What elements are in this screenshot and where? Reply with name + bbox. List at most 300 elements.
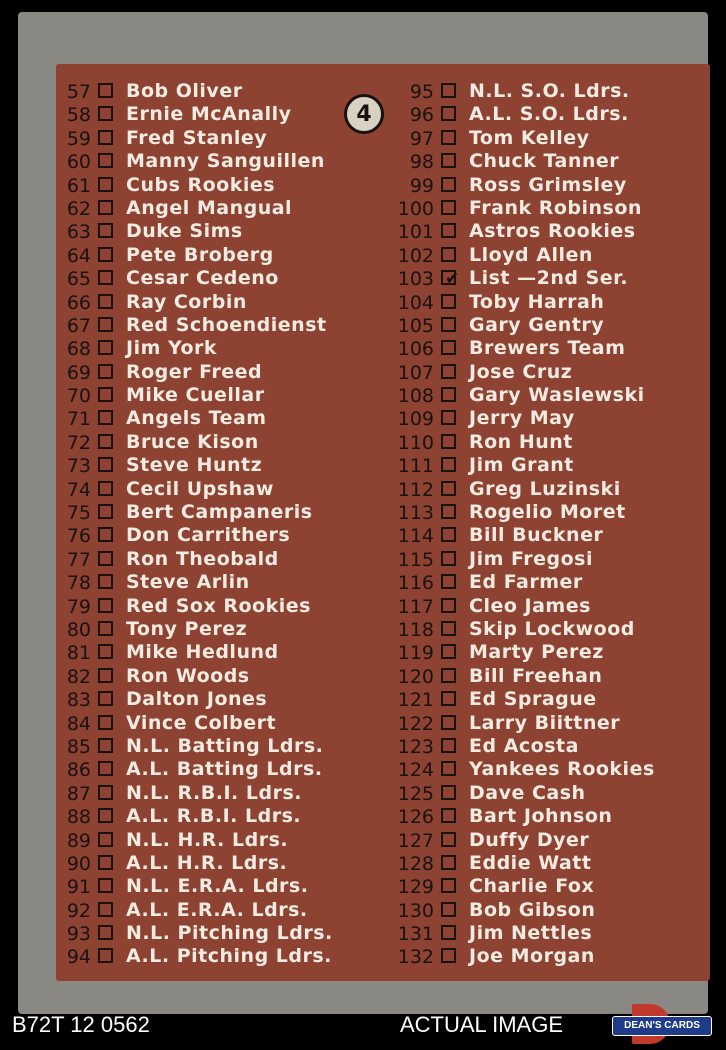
checklist-row — [56, 665, 386, 688]
checklist-row — [56, 244, 386, 267]
player-name: List —2nd Ser. — [469, 267, 629, 290]
checkbox[interactable] — [441, 808, 456, 823]
card-number: 83 — [66, 689, 91, 712]
checklist-row — [56, 407, 386, 430]
player-name: Tony Perez — [126, 617, 248, 640]
card-number: 72 — [66, 431, 91, 454]
card-number: 95 — [409, 81, 434, 103]
checkbox[interactable] — [98, 410, 113, 425]
card-number: 79 — [66, 595, 91, 618]
checkbox[interactable] — [98, 598, 113, 613]
checklist-row — [386, 782, 710, 805]
checklist-row — [386, 735, 710, 758]
checklist-row — [386, 478, 710, 501]
card-number: 102 — [397, 244, 434, 267]
player-name: N.L. H.R. Ldrs. — [126, 828, 289, 851]
checklist-row — [386, 805, 710, 828]
checklist-row — [56, 80, 386, 103]
player-name: Red Schoendienst — [126, 313, 327, 336]
checklist-row — [386, 875, 710, 898]
checkbox[interactable] — [98, 761, 113, 776]
player-name: N.L. S.O. Ldrs. — [469, 80, 630, 102]
checkbox[interactable] — [98, 832, 113, 847]
checkbox[interactable] — [98, 177, 113, 192]
player-name: Cubs Rookies — [126, 173, 276, 196]
checkbox[interactable] — [98, 223, 113, 238]
card-number: 114 — [397, 525, 434, 548]
checkbox[interactable] — [98, 387, 113, 402]
checklist-row — [56, 337, 386, 360]
player-name: Jim Fregosi — [469, 547, 593, 570]
checkbox[interactable] — [98, 668, 113, 683]
checkbox[interactable] — [98, 504, 113, 519]
player-name: N.L. Batting Ldrs. — [126, 734, 324, 757]
card-number: 61 — [66, 174, 91, 197]
card-number: 68 — [66, 338, 91, 361]
player-name: Bill Freehan — [469, 664, 603, 687]
card-number: 104 — [397, 291, 434, 314]
checkbox[interactable] — [441, 200, 456, 215]
player-name: Angel Mangual — [126, 196, 293, 219]
card-number: 67 — [66, 314, 91, 337]
checklist-row — [386, 220, 710, 243]
checkbox[interactable] — [441, 878, 456, 893]
checklist-row — [386, 829, 710, 852]
checklist-row — [56, 618, 386, 641]
checklist-row — [386, 501, 710, 524]
card-number: 94 — [66, 946, 91, 969]
checklist-row — [56, 922, 386, 945]
player-name: Charlie Fox — [469, 875, 595, 898]
player-name: Gary Gentry — [469, 313, 605, 336]
card-number: 125 — [397, 782, 434, 805]
checkbox[interactable] — [98, 551, 113, 566]
checklist-row — [56, 291, 386, 314]
card-number: 124 — [397, 759, 434, 782]
checklist-row — [386, 314, 710, 337]
checkbox[interactable] — [441, 621, 456, 636]
player-name: Bert Campaneris — [126, 501, 313, 524]
checkbox[interactable] — [98, 808, 113, 823]
player-name: Ross Grimsley — [469, 173, 627, 196]
player-name: Eddie Watt — [469, 851, 592, 874]
player-name: Bruce Kison — [126, 430, 259, 453]
checkbox[interactable] — [441, 832, 456, 847]
player-name: A.L. S.O. Ldrs. — [469, 103, 629, 126]
card-number: 128 — [397, 852, 434, 875]
checklist-row — [386, 150, 710, 173]
card-number: 80 — [66, 618, 91, 641]
player-name: Ed Sprague — [469, 688, 597, 711]
checkbox[interactable] — [441, 317, 456, 332]
player-name: Larry Biittner — [469, 711, 621, 734]
checkbox[interactable] — [98, 247, 113, 262]
player-name: Skip Lockwood — [469, 617, 635, 640]
player-name: Dalton Jones — [126, 688, 268, 711]
player-name: Steve Huntz — [126, 454, 263, 477]
checkbox[interactable] — [441, 855, 456, 870]
card-number: 132 — [397, 946, 434, 969]
checkbox[interactable] — [441, 340, 456, 355]
checkbox[interactable] — [441, 364, 456, 379]
checklist-row — [386, 595, 710, 618]
checkbox[interactable] — [98, 527, 113, 542]
checkbox[interactable] — [98, 481, 113, 496]
checkbox[interactable] — [98, 925, 113, 940]
player-name: Cecil Upshaw — [126, 477, 274, 500]
player-name: Ray Corbin — [126, 290, 247, 313]
checklist-row — [56, 501, 386, 524]
checklist-row — [56, 150, 386, 173]
checklist-row — [56, 899, 386, 922]
checkbox[interactable] — [441, 177, 456, 192]
deans-cards-logo — [612, 1004, 712, 1046]
checklist-row — [56, 735, 386, 758]
player-name: Frank Robinson — [469, 196, 642, 219]
checkbox[interactable] — [441, 504, 456, 519]
player-name: Cesar Cedeno — [126, 267, 279, 290]
card-number: 77 — [66, 548, 91, 571]
checklist-row — [56, 478, 386, 501]
card-number: 57 — [66, 81, 91, 103]
checklist-row — [56, 758, 386, 781]
checkbox[interactable] — [98, 83, 113, 98]
checklist-row — [386, 361, 710, 384]
checklist-row — [386, 291, 710, 314]
player-name: A.L. R.B.I. Ldrs. — [126, 805, 302, 828]
checkbox[interactable] — [98, 621, 113, 636]
player-name: N.L. Pitching Ldrs. — [126, 922, 333, 945]
player-name: Angels Team — [126, 407, 267, 430]
card-number: 65 — [66, 268, 91, 291]
player-name: Bob Gibson — [469, 898, 596, 921]
checklist-row — [56, 548, 386, 571]
checklist-right-column — [386, 80, 710, 969]
card-number: 121 — [397, 689, 434, 712]
checklist-row — [386, 454, 710, 477]
checkbox[interactable] — [98, 715, 113, 730]
card-number: 106 — [397, 338, 434, 361]
checklist-row — [386, 103, 710, 126]
player-name: Dave Cash — [469, 781, 586, 804]
card-number: 91 — [66, 876, 91, 899]
player-name: A.L. H.R. Ldrs. — [126, 851, 288, 874]
checkbox[interactable] — [98, 644, 113, 659]
player-name: Duffy Dyer — [469, 828, 590, 851]
checkbox[interactable] — [441, 269, 460, 290]
checklist-card — [18, 12, 708, 1014]
player-name: N.L. E.R.A. Ldrs. — [126, 875, 309, 898]
checklist-row — [56, 875, 386, 898]
checklist-row — [386, 688, 710, 711]
checklist-row — [56, 712, 386, 735]
checkbox[interactable] — [98, 364, 113, 379]
player-name: A.L. Batting Ldrs. — [126, 758, 323, 781]
checkbox[interactable] — [98, 738, 113, 753]
checklist-row — [56, 852, 386, 875]
checklist-row — [386, 852, 710, 875]
checklist-number-badge: 4 — [344, 94, 384, 134]
checkbox[interactable] — [441, 106, 456, 121]
card-number: 66 — [66, 291, 91, 314]
card-number: 85 — [66, 735, 91, 758]
player-name: Duke Sims — [126, 220, 243, 243]
checklist-row — [56, 524, 386, 547]
checkbox[interactable] — [441, 153, 456, 168]
player-name: Ed Farmer — [469, 571, 583, 594]
checklist-row — [56, 829, 386, 852]
checkbox[interactable] — [98, 317, 113, 332]
checkbox[interactable] — [441, 785, 456, 800]
checkbox[interactable] — [441, 598, 456, 613]
player-name: Cleo James — [469, 594, 591, 617]
player-name: Roger Freed — [126, 360, 263, 383]
player-name: Marty Perez — [469, 641, 604, 664]
player-name: Bart Johnson — [469, 805, 613, 828]
player-name: Fred Stanley — [126, 126, 268, 149]
checkbox[interactable] — [441, 948, 456, 963]
checkbox[interactable] — [441, 434, 456, 449]
player-name: Toby Harrah — [469, 290, 605, 313]
checkbox[interactable] — [98, 855, 113, 870]
checkbox[interactable] — [441, 83, 456, 98]
card-number: 131 — [397, 923, 434, 946]
checklist-row — [56, 641, 386, 664]
card-number: 129 — [397, 876, 434, 899]
checklist-row — [386, 80, 710, 103]
checkbox[interactable] — [98, 294, 113, 309]
card-number: 107 — [397, 361, 434, 384]
checkbox[interactable] — [98, 106, 113, 121]
card-number: 103 — [397, 268, 434, 291]
player-name: N.L. R.B.I. Ldrs. — [126, 781, 302, 804]
checklist-row — [386, 758, 710, 781]
checkbox[interactable] — [441, 130, 456, 145]
player-name: Jerry May — [469, 407, 575, 430]
checkbox[interactable] — [441, 387, 456, 402]
checklist-row — [56, 174, 386, 197]
checklist-row — [386, 899, 710, 922]
card-number: 109 — [397, 408, 434, 431]
card-number: 87 — [66, 782, 91, 805]
checklist-row — [56, 454, 386, 477]
player-name: A.L. Pitching Ldrs. — [126, 945, 332, 968]
checklist-row — [386, 244, 710, 267]
player-name: Yankees Rookies — [469, 758, 655, 781]
checklist-row — [56, 103, 386, 126]
checklist-row — [56, 197, 386, 220]
checklist-row — [56, 688, 386, 711]
card-number: 86 — [66, 759, 91, 782]
checklist-row — [386, 922, 710, 945]
card-number: 112 — [397, 478, 434, 501]
card-number: 90 — [66, 852, 91, 875]
player-name: Vince Colbert — [126, 711, 277, 734]
checklist-row — [386, 618, 710, 641]
card-number: 75 — [66, 502, 91, 525]
card-number: 115 — [397, 548, 434, 571]
player-name: Greg Luzinski — [469, 477, 621, 500]
card-number: 99 — [409, 174, 434, 197]
checkbox[interactable] — [441, 715, 456, 730]
player-name: Red Sox Rookies — [126, 594, 311, 617]
checkbox[interactable] — [441, 294, 456, 309]
card-number: 100 — [397, 197, 434, 220]
card-number: 71 — [66, 408, 91, 431]
player-name: Bob Oliver — [126, 80, 243, 102]
card-number: 93 — [66, 923, 91, 946]
card-number: 69 — [66, 361, 91, 384]
card-number: 70 — [66, 385, 91, 408]
checkbox[interactable] — [98, 340, 113, 355]
player-name: Bill Buckner — [469, 524, 604, 547]
card-number: 88 — [66, 806, 91, 829]
player-name: Manny Sanguillen — [126, 150, 325, 173]
checkbox[interactable] — [441, 761, 456, 776]
checklist-row — [386, 407, 710, 430]
player-name: Jose Cruz — [469, 360, 573, 383]
checkbox[interactable] — [441, 644, 456, 659]
player-name: Lloyd Allen — [469, 243, 593, 266]
player-name: Jim Grant — [469, 454, 574, 477]
player-name: Ron Woods — [126, 664, 250, 687]
card-number: 76 — [66, 525, 91, 548]
checklist-row — [386, 337, 710, 360]
checkbox[interactable] — [441, 691, 456, 706]
checklist-row — [386, 945, 710, 968]
card-number: 113 — [397, 502, 434, 525]
checklist-row — [386, 641, 710, 664]
card-number: 117 — [397, 595, 434, 618]
player-name: Jim Nettles — [469, 922, 593, 945]
card-number: 96 — [409, 104, 434, 127]
card-number: 119 — [397, 642, 434, 665]
checkbox[interactable] — [441, 527, 456, 542]
actual-image-label: ACTUAL IMAGE — [400, 1012, 563, 1037]
checklist-row — [56, 945, 386, 968]
checkbox[interactable] — [98, 878, 113, 893]
player-name: Tom Kelley — [469, 126, 590, 149]
card-number: 89 — [66, 829, 91, 852]
checkbox[interactable] — [98, 574, 113, 589]
card-number: 130 — [397, 899, 434, 922]
checklist-row — [56, 267, 386, 290]
card-number: 78 — [66, 572, 91, 595]
player-name: Mike Cuellar — [126, 384, 265, 407]
checklist-left-column — [56, 80, 386, 969]
checkbox[interactable] — [98, 785, 113, 800]
card-number: 60 — [66, 151, 91, 174]
checkbox[interactable] — [98, 434, 113, 449]
checklist-row — [56, 595, 386, 618]
player-name: Ron Hunt — [469, 430, 573, 453]
card-number: 123 — [397, 735, 434, 758]
card-number: 59 — [66, 127, 91, 150]
checkbox[interactable] — [98, 130, 113, 145]
player-name: Ron Theobald — [126, 547, 279, 570]
card-number: 98 — [409, 151, 434, 174]
checklist-row — [386, 665, 710, 688]
card-number: 108 — [397, 385, 434, 408]
checkbox[interactable] — [98, 691, 113, 706]
checklist-row — [386, 127, 710, 150]
card-number: 110 — [397, 431, 434, 454]
checkbox[interactable] — [441, 551, 456, 566]
player-name: Steve Arlin — [126, 571, 250, 594]
checklist-row — [386, 431, 710, 454]
player-name: Joe Morgan — [469, 945, 595, 968]
checklist-row — [386, 524, 710, 547]
player-name: Jim York — [126, 337, 218, 360]
checklist-row — [386, 267, 710, 290]
checkbox[interactable] — [441, 481, 456, 496]
card-number: 120 — [397, 665, 434, 688]
checklist-row — [386, 197, 710, 220]
player-name: Astros Rookies — [469, 220, 636, 243]
card-number: 118 — [397, 618, 434, 641]
checkbox[interactable] — [98, 948, 113, 963]
card-number: 101 — [397, 221, 434, 244]
card-id-label: B72T 12 0562 — [12, 1012, 150, 1037]
checkbox[interactable] — [98, 153, 113, 168]
card-number: 84 — [66, 712, 91, 735]
checklist-row — [56, 782, 386, 805]
checkbox[interactable] — [441, 668, 456, 683]
logo-banner: DEAN'S CARDS — [612, 1016, 712, 1036]
checklist-row — [386, 712, 710, 735]
card-number: 126 — [397, 806, 434, 829]
checkbox[interactable] — [441, 738, 456, 753]
card-number: 82 — [66, 665, 91, 688]
checkbox[interactable] — [441, 223, 456, 238]
card-number: 111 — [397, 455, 434, 478]
checklist-row — [386, 571, 710, 594]
player-name: Ernie McAnally — [126, 103, 292, 126]
player-name: Don Carrithers — [126, 524, 291, 547]
checkbox[interactable] — [98, 902, 113, 917]
checklist-row — [56, 805, 386, 828]
checkbox[interactable] — [441, 247, 456, 262]
checkbox[interactable] — [441, 574, 456, 589]
checklist-row — [56, 314, 386, 337]
checkbox[interactable] — [441, 925, 456, 940]
checklist-row — [386, 548, 710, 571]
checklist-row — [386, 384, 710, 407]
checkbox[interactable] — [441, 410, 456, 425]
card-number: 62 — [66, 197, 91, 220]
card-number: 116 — [397, 572, 434, 595]
player-name: Gary Waslewski — [469, 384, 645, 407]
card-number: 63 — [66, 221, 91, 244]
check-mark-icon: ✔ — [445, 269, 460, 290]
card-number: 97 — [409, 127, 434, 150]
checklist-row — [56, 361, 386, 384]
card-number: 58 — [66, 104, 91, 127]
card-number: 81 — [66, 642, 91, 665]
card-number: 127 — [397, 829, 434, 852]
card-number: 74 — [66, 478, 91, 501]
player-name: Brewers Team — [469, 337, 626, 360]
checkbox[interactable] — [98, 270, 113, 285]
checklist-row — [56, 431, 386, 454]
checkbox[interactable] — [98, 457, 113, 472]
checkbox[interactable] — [441, 457, 456, 472]
checkbox[interactable] — [98, 200, 113, 215]
checkbox[interactable] — [441, 902, 456, 917]
card-number: 92 — [66, 899, 91, 922]
checklist-row — [56, 127, 386, 150]
card-number: 105 — [397, 314, 434, 337]
